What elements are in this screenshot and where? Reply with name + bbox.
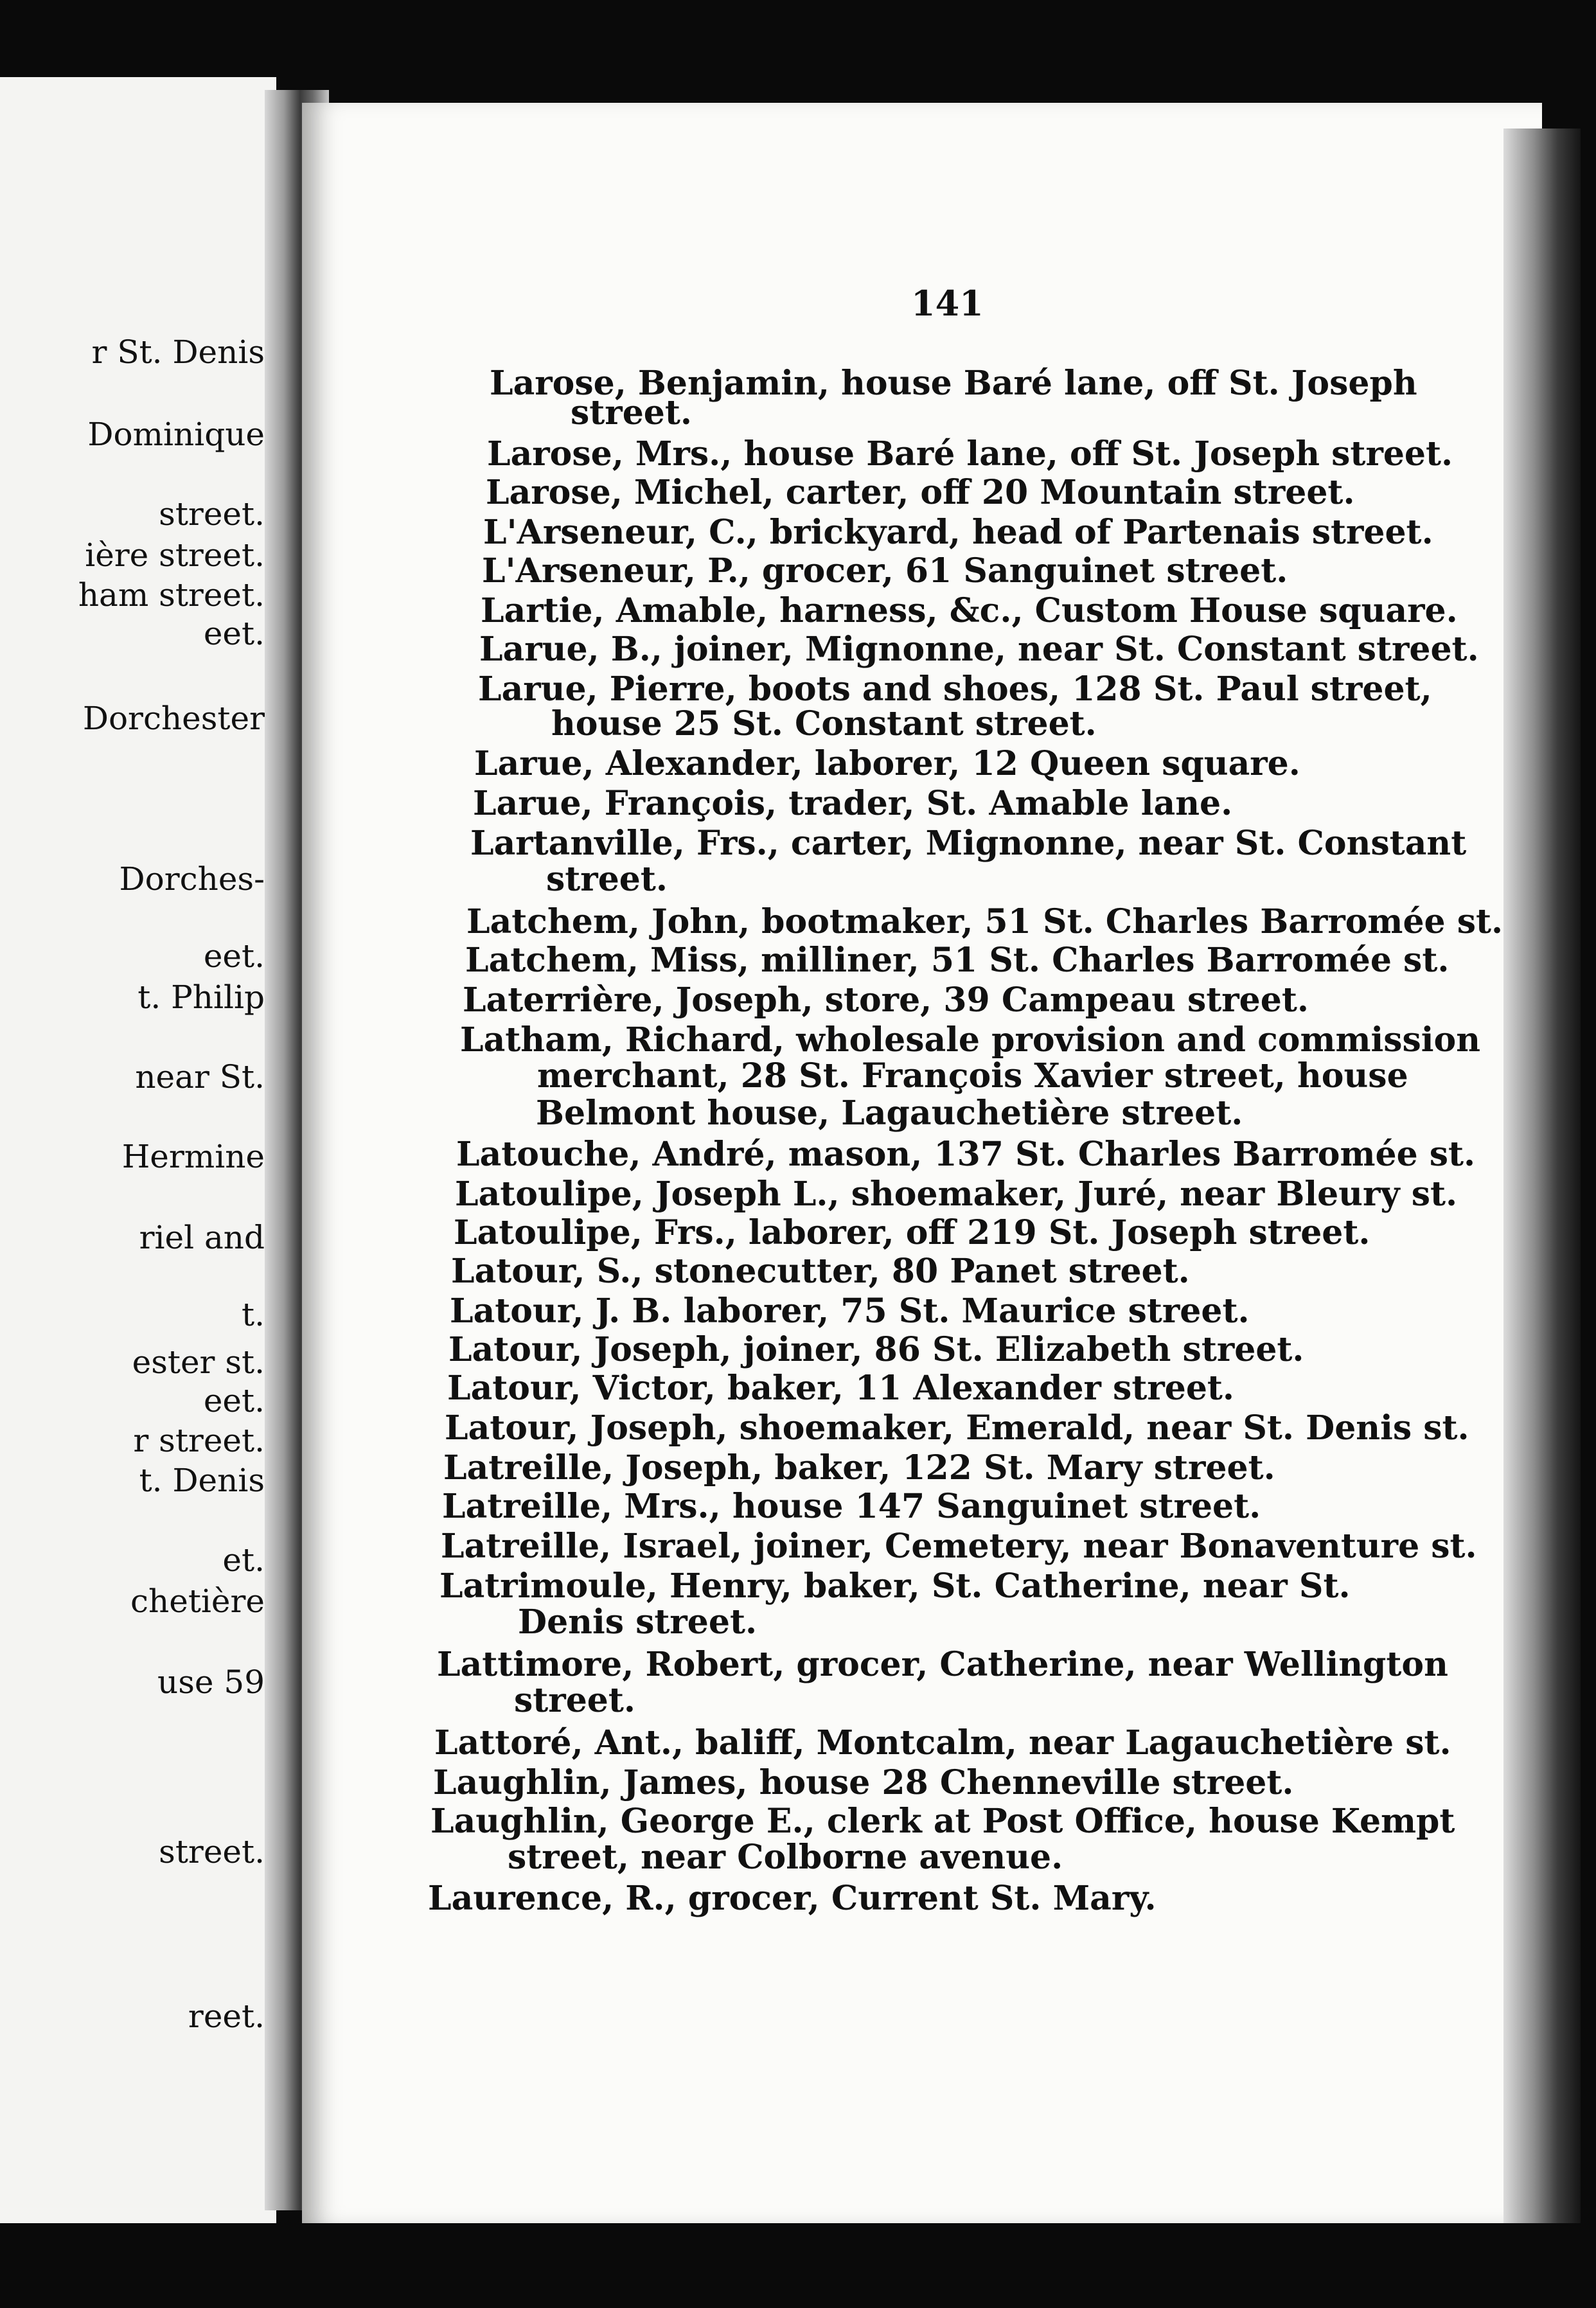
directory-entry: Latchem, John, bootmaker, 51 St. Charles Barromée st. [466, 902, 1503, 941]
directory-entry: Latour, Joseph, joiner, 86 St. Elizabeth street. [448, 1330, 1304, 1369]
directory-entry: Lattoré, Ant., baliff, Montcalm, near Lagauchetière st. [434, 1723, 1451, 1762]
left-fragment: eet. [203, 937, 265, 975]
directory-entry: Latour, J. B. laborer, 75 St. Maurice street. [450, 1292, 1250, 1331]
left-fragment: near St. [135, 1058, 265, 1096]
directory-entry: Latour, Joseph, shoemaker, Emerald, near St. Denis st. [445, 1408, 1469, 1448]
directory-entry: Lattimore, Robert, grocer, Catherine, near Wellington [437, 1645, 1448, 1684]
directory-entry: Larose, Mrs., house Baré lane, off St. Joseph street. [487, 434, 1453, 474]
directory-entry: Latrimoule, Henry, baker, St. Catherine, near St. [439, 1567, 1351, 1606]
entry-continuation: street, near Colborne avenue. [508, 1838, 1063, 1877]
left-page [0, 77, 276, 2223]
directory-entry: Lartie, Amable, harness, &c., Custom House square. [481, 591, 1458, 630]
left-fragment: t. [242, 1296, 265, 1333]
directory-entry: Latoulipe, Joseph L., shoemaker, Juré, near Bleury st. [455, 1175, 1458, 1214]
left-fragment: Dorchester [82, 700, 265, 737]
left-fragment: ham street. [78, 576, 265, 614]
directory-entry: Laughlin, James, house 28 Chenneville street. [433, 1763, 1294, 1802]
directory-entry: Latouche, André, mason, 137 St. Charles Barromée st. [456, 1135, 1476, 1174]
entry-continuation: house 25 St. Constant street. [551, 704, 1097, 743]
entry-continuation: street. [546, 860, 668, 899]
directory-entry: Latham, Richard, wholesale provision and commission [460, 1020, 1481, 1060]
left-fragment: chetière [130, 1583, 265, 1620]
left-fragment: reet. [188, 1998, 265, 2035]
left-fragment: et. [222, 1541, 265, 1579]
directory-entry: Laterrière, Joseph, store, 39 Campeau street. [463, 981, 1309, 1020]
left-fragment: Hermine [121, 1138, 265, 1175]
directory-entry: Larue, Alexander, laborer, 12 Queen square. [474, 744, 1300, 783]
left-fragment: eet. [203, 615, 265, 652]
page-number: 141 [911, 283, 984, 324]
left-fragment: street. [159, 1833, 265, 1870]
left-fragment: street. [159, 495, 265, 533]
left-fragment: t. Philip [137, 979, 265, 1016]
left-fragment: r street. [133, 1422, 265, 1459]
directory-entry: L'Arseneur, C., brickyard, head of Partenais street. [483, 513, 1433, 552]
left-fragment: Dorches- [119, 860, 265, 898]
directory-entry: Latour, S., stonecutter, 80 Panet street. [451, 1252, 1190, 1291]
directory-entry: Larose, Michel, carter, off 20 Mountain street. [486, 473, 1355, 512]
directory-entry: Latoulipe, Frs., laborer, off 219 St. Joseph street. [454, 1213, 1370, 1252]
left-fragment: eet. [203, 1382, 265, 1419]
entry-continuation: street. [571, 393, 692, 432]
entry-continuation: Denis street. [518, 1602, 758, 1642]
directory-entry: Latreille, Israel, joiner, Cemetery, near Bonaventure st. [441, 1527, 1477, 1566]
directory-entry: Laughlin, George E., clerk at Post Office, house Kempt [430, 1802, 1455, 1841]
left-fragment: r St. Denis [91, 333, 265, 371]
left-fragment: t. Denis [139, 1462, 265, 1499]
directory-entry: Latreille, Mrs., house 147 Sanguinet street. [442, 1487, 1261, 1526]
left-fragment: ière street. [85, 537, 265, 574]
entry-continuation: Belmont house, Lagauchetière street. [536, 1094, 1243, 1133]
directory-entry: Laurence, R., grocer, Current St. Mary. [428, 1879, 1157, 1918]
left-fragment: Dominique [87, 416, 265, 453]
page-edge [1503, 129, 1581, 2223]
directory-entry: Larue, B., joiner, Mignonne, near St. Constant street. [479, 630, 1479, 669]
directory-entry: Larue, Pierre, boots and shoes, 128 St. Paul street, [478, 670, 1432, 709]
directory-entry: Latreille, Joseph, baker, 122 St. Mary street. [443, 1448, 1275, 1487]
directory-entry: Latour, Victor, baker, 11 Alexander street. [447, 1369, 1235, 1408]
directory-entry: Larose, Benjamin, house Baré lane, off St. Joseph [490, 364, 1417, 403]
left-fragment: riel and [139, 1219, 265, 1256]
directory-entry: Latchem, Miss, milliner, 51 St. Charles Barromée st. [465, 941, 1450, 980]
directory-entry: L'Arseneur, P., grocer, 61 Sanguinet street. [482, 551, 1288, 590]
directory-entry: Lartanville, Frs., carter, Mignonne, near St. Constant [470, 824, 1467, 863]
directory-entry: Larue, François, trader, St. Amable lane. [473, 784, 1233, 823]
left-fragment: use 59 [157, 1664, 265, 1701]
entry-continuation: street. [514, 1681, 635, 1720]
entry-continuation: merchant, 28 St. François Xavier street, house [537, 1056, 1408, 1096]
left-fragment: ester st. [132, 1344, 265, 1381]
